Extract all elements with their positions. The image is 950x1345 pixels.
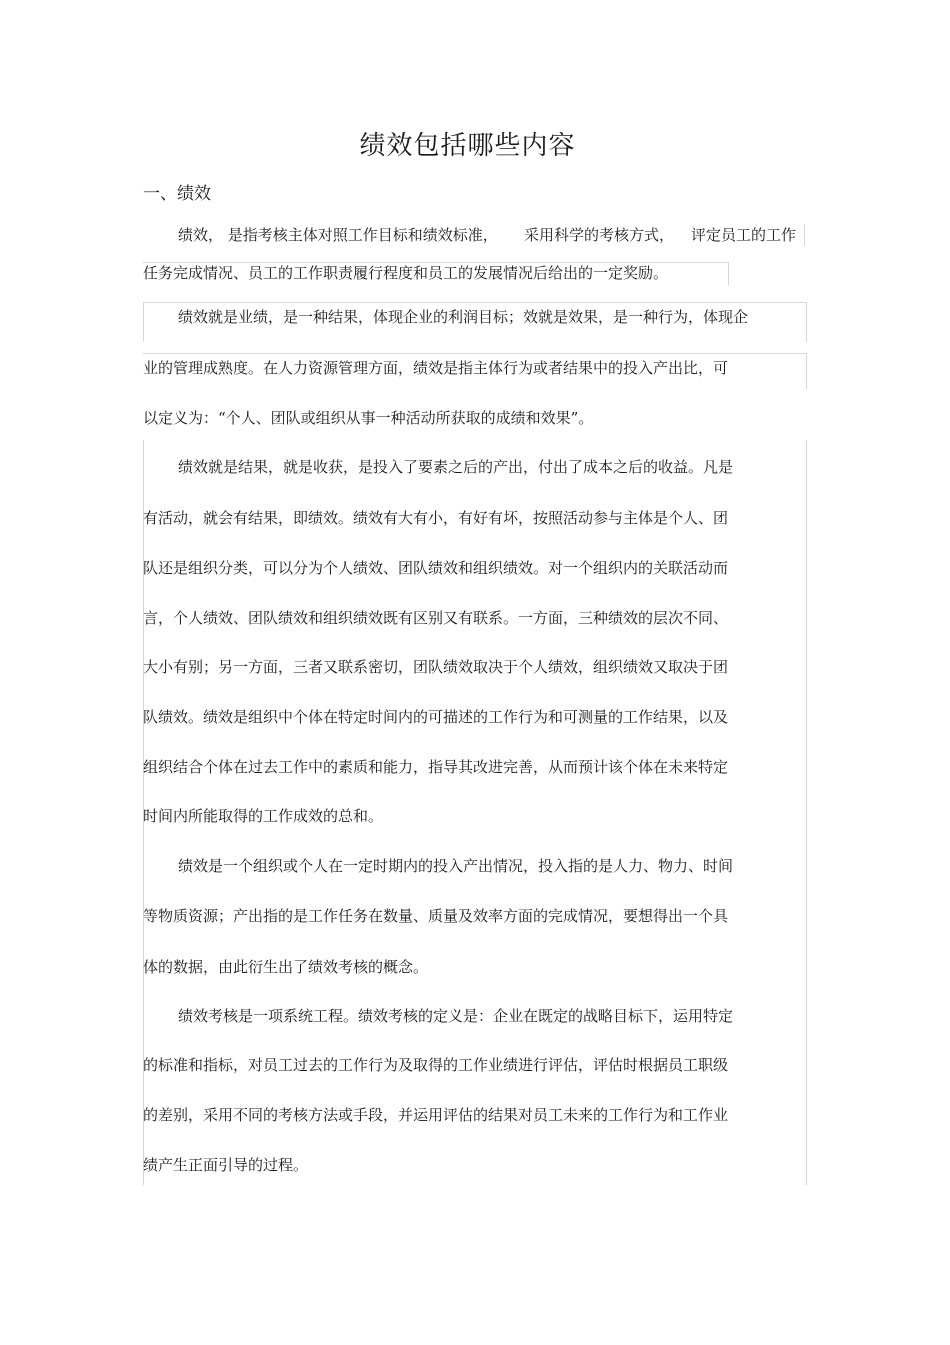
- paragraph-line: 业的管理成熟度。在人力资源管理方面，绩效是指主体行为或者结果中的投入产出比，可: [143, 359, 729, 377]
- paragraph-line: 任务完成情况、员工的工作职责履行程度和员工的发展情况后给出的一定奖励。: [143, 264, 669, 282]
- paragraph-line: 体的数据，由此衍生出了绩效考核的概念。: [143, 958, 429, 976]
- paragraph-line: 等物质资源；产出指的是工作任务在数量、质量及效率方面的完成情况，要想得出一个具: [143, 907, 729, 925]
- paragraph-line: 绩效考核是一项系统工程。绩效考核的定义是：企业在既定的战略目标下，运用特定: [178, 1007, 734, 1025]
- paragraph-line: 绩效就是业绩，是一种结果，体现企业的利润目标；效就是效果，是一种行为，体现企: [178, 308, 749, 326]
- border-line: [143, 353, 806, 354]
- border-line: [728, 262, 729, 286]
- paragraph-line: 言，个人绩效、团队绩效和组织绩效既有区别又有联系。一方面，三种绩效的层次不同、: [143, 609, 729, 627]
- border-line: [143, 302, 144, 342]
- paragraph-line: 时间内所能取得的工作成效的总和。: [143, 807, 384, 825]
- paragraph-line: 绩效就是结果，就是收获，是投入了要素之后的产出，付出了成本之后的收益。凡是: [178, 458, 734, 476]
- paragraph-line: 大小有别；另一方面，三者又联系密切，团队绩效取决于个人绩效，组织绩效又取决于团: [143, 658, 729, 676]
- paragraph-line: 的差别，采用不同的考核方法或手段，并运用评估的结果对员工未来的工作行为和工作业: [143, 1106, 729, 1124]
- paragraph-line: 组织结合个体在过去工作中的素质和能力，指导其改进完善，从而预计该个体在未来特定: [143, 758, 729, 776]
- paragraph-line: 队还是组织分类，可以分为个人绩效、团队绩效和组织绩效。对一个组织内的关联活动而: [143, 559, 729, 577]
- paragraph-line: 有活动，就会有结果，即绩效。绩效有大有小，有好有坏，按照活动参与主体是个人、团: [143, 509, 729, 527]
- paragraph-line: 评定员工的工作: [691, 226, 797, 244]
- border-line: [806, 440, 807, 1185]
- paragraph-line: 绩产生正面引导的过程。: [143, 1156, 309, 1174]
- paragraph-line: 的标准和指标，对员工过去的工作行为及取得的工作业绩进行评估，评估时根据员工职级: [143, 1056, 729, 1074]
- page-title: 绩效包括哪些内容: [359, 131, 576, 161]
- border-line: [804, 224, 805, 246]
- paragraph-line: 队绩效。绩效是组织中个体在特定时间内的可描述的工作行为和可测量的工作结果，以及: [143, 708, 729, 726]
- border-line: [143, 302, 806, 303]
- paragraph-line: 以定义为：“个人、团队或组织从事一种活动所获取的成绩和效果”。: [143, 409, 594, 427]
- section-heading: 一、绩效: [143, 184, 211, 204]
- border-line: [806, 353, 807, 389]
- paragraph-line: 绩效是一个组织或个人在一定时期内的投入产出情况，投入指的是人力、物力、时间: [178, 857, 734, 875]
- paragraph-line: 采用科学的考核方式，: [524, 226, 675, 244]
- border-line: [806, 302, 807, 342]
- paragraph-line: 绩效， 是指考核主体对照工作目标和绩效标准，: [178, 226, 498, 244]
